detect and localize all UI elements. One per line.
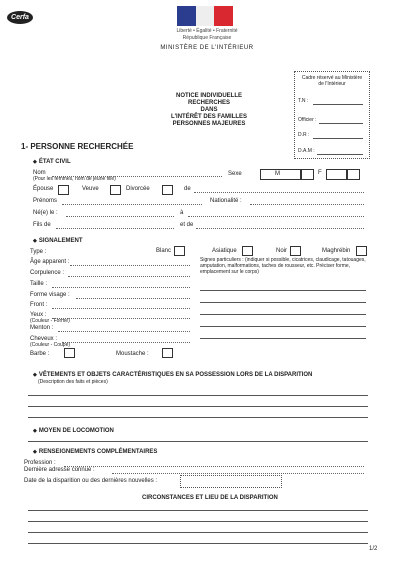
asiatique-checkbox[interactable] <box>242 246 253 256</box>
nom-label: Nom <box>33 170 46 176</box>
derniere-adresse-field[interactable] <box>112 473 364 474</box>
vetements-heading: ◆ VÊTEMENTS ET OBJETS CARACTÉRISTIQUES EN SA POSSESSION LORS DE LA DISPARITION <box>33 372 373 379</box>
a-label: à <box>180 210 184 216</box>
prenoms-label: Prénoms <box>33 198 58 204</box>
epouse-checkbox[interactable] <box>58 185 69 195</box>
taille-label: Taille : <box>30 281 48 287</box>
locomotion-heading: ◆ MOYEN DE LOCOMOTION <box>33 428 114 435</box>
asiatique-label: Asiatique <box>212 248 237 254</box>
veuve-label: Veuve <box>82 186 99 192</box>
age-apparent-label: Âge apparent : <box>30 259 70 265</box>
cheveux-field[interactable] <box>62 342 190 343</box>
document-title: NOTICE INDIVIDUELLE RECHERCHES DANS L'INTÉRÊT DES FAMILLES PERSONNES MAJEURES <box>170 93 248 127</box>
et-de-field[interactable] <box>196 228 364 229</box>
reserved-field-tn: T.N : <box>298 98 309 104</box>
yeux-label: Yeux : <box>30 312 47 318</box>
de-field[interactable] <box>194 192 364 193</box>
signes-particuliers-label: Signes particuliers : (indiquer si possible, cicatrices, claudicage, tatouages, amputation, malformations, taches de rousseur, etc. Préciser forme, emplacement sur le corps) <box>200 257 366 275</box>
reserved-field-dr: D.R : <box>298 132 310 138</box>
sexe-f-check[interactable] <box>346 169 360 180</box>
menton-field[interactable] <box>58 331 190 332</box>
reserved-title: Cadre réservé au Ministère de l'Intérieur <box>301 75 363 87</box>
ministry-name: MINISTÈRE DE L'INTÉRIEUR <box>160 45 254 51</box>
date-disparition-field[interactable] <box>180 475 282 488</box>
nationalite-label: Nationalité : <box>210 198 242 204</box>
reserved-box <box>294 71 370 159</box>
page-number: 1/2 <box>369 546 378 552</box>
date-disparition-label: Date de la disparition ou des dernières nouvelles : <box>24 478 158 484</box>
forme-visage-field[interactable] <box>76 298 190 299</box>
divorcee-label: Divorcée <box>126 186 150 192</box>
taille-field[interactable] <box>52 287 190 288</box>
front-label: Front : <box>30 302 48 308</box>
nationalite-field[interactable] <box>250 204 364 205</box>
renseignements-heading: ◆ RENSEIGNEMENTS COMPLÉMENTAIRES <box>33 449 157 456</box>
barbe-label: Barbe : <box>30 351 50 357</box>
nom-note: (Pour les femmes, nom de jeune fille) <box>33 176 116 182</box>
de-label: de <box>184 186 191 192</box>
cheveux-label: Cheveux : <box>30 336 58 342</box>
noir-checkbox[interactable] <box>290 246 301 256</box>
profession-field[interactable] <box>64 466 364 467</box>
derniere-adresse-label: Dernière adresse connue : <box>24 467 95 473</box>
marianne-flag-logo <box>177 6 233 26</box>
age-apparent-field[interactable] <box>70 265 190 266</box>
menton-label: Menton : <box>30 325 54 331</box>
sexe-f-label: F <box>318 170 322 176</box>
signalement-heading: ◆ SIGNALEMENT <box>33 238 83 245</box>
corpulence-field[interactable] <box>68 276 190 277</box>
barbe-checkbox[interactable] <box>64 348 75 358</box>
lieu-naissance-field[interactable] <box>188 216 364 217</box>
ne-le-label: Né(e) le : <box>33 210 58 216</box>
sexe-f-box[interactable] <box>326 169 348 180</box>
et-de-label: et de <box>180 222 194 228</box>
maghrebin-checkbox[interactable] <box>356 246 367 256</box>
forme-visage-label: Forme visage : <box>30 292 70 298</box>
republic-name: République Française <box>182 35 232 41</box>
divorcee-checkbox[interactable] <box>162 185 173 195</box>
vetements-note: (Description des faits et pièces) <box>38 379 108 385</box>
ne-le-field[interactable] <box>66 216 174 217</box>
etat-civil-heading: ◆ ÉTAT CIVIL <box>33 159 71 166</box>
fils-de-label: Fils de <box>33 222 51 228</box>
cheveux-note: (Couleur - Coupe) <box>30 342 71 348</box>
republic-motto: Liberté • Égalité • Fraternité <box>176 28 238 34</box>
profession-label: Profession : <box>24 460 56 466</box>
reserved-field-dam: D.A.M : <box>298 148 315 154</box>
yeux-note: (Couleur - Forme) <box>30 318 70 324</box>
noir-label: Noir <box>276 248 288 254</box>
cerfa-logo: Cerfa <box>7 11 33 24</box>
prenoms-field[interactable] <box>62 204 202 205</box>
type-label: Type : <box>30 249 47 255</box>
sexe-m-check[interactable] <box>300 169 314 180</box>
epouse-label: Épouse <box>33 186 54 192</box>
moustache-checkbox[interactable] <box>162 348 173 358</box>
circonstances-heading: CIRCONSTANCES ET LIEU DE LA DISPARITION <box>142 495 278 501</box>
veuve-checkbox[interactable] <box>110 185 121 195</box>
moustache-label: Moustache : <box>116 351 149 357</box>
sexe-m-box[interactable]: M <box>260 169 302 180</box>
front-field[interactable] <box>52 308 190 309</box>
corpulence-label: Corpulence : <box>30 270 65 276</box>
maghrebin-label: Maghrébin <box>322 248 351 254</box>
fils-de-field[interactable] <box>56 228 174 229</box>
sexe-label: Sexe <box>228 171 242 177</box>
reserved-field-officier: Officier : <box>298 117 317 123</box>
yeux-field[interactable] <box>52 318 190 319</box>
section-personne-recherchee: 1- PERSONNE RECHERCHÉE <box>21 142 134 151</box>
blanc-checkbox[interactable] <box>174 246 185 256</box>
nom-field[interactable] <box>52 176 222 177</box>
blanc-label: Blanc <box>156 248 172 254</box>
